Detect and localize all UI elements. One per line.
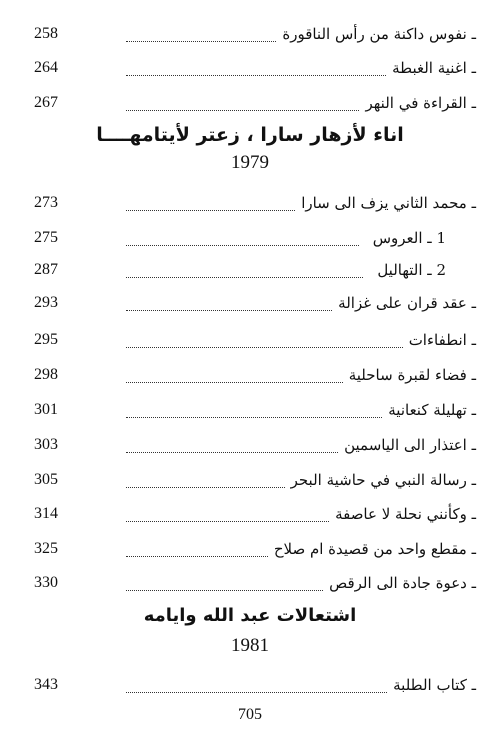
dot-leader (126, 27, 276, 42)
entry-title: ـ اعتذار الى الياسمين (344, 436, 476, 454)
entry-page-number: 293 (34, 294, 58, 311)
section-year: 1979 (231, 152, 269, 173)
toc-entry (34, 570, 476, 596)
dot-leader (126, 263, 363, 278)
toc-entry (34, 327, 476, 353)
dot-leader (126, 296, 332, 311)
entry-title: ـ كتاب الطلبة (393, 676, 476, 694)
dot-leader (126, 542, 268, 557)
section-year: 1981 (231, 635, 269, 656)
entry-page-number: 275 (34, 229, 58, 246)
toc-entry (34, 501, 476, 527)
entry-page-number: 287 (34, 261, 58, 278)
dot-leader (126, 231, 359, 246)
entry-title: ـ فضاء لقبرة ساحلية (348, 366, 476, 384)
entry-title: ـ نفوس داكنة من رأس الناقورة (282, 25, 476, 43)
toc-entry (34, 672, 476, 698)
toc-entry (34, 362, 476, 388)
page-number: 705 (238, 706, 262, 723)
entry-page-number: 305 (34, 471, 58, 488)
toc-entry (34, 190, 476, 216)
toc-entry (34, 55, 476, 81)
entry-title: ـ رسالة النبي في حاشية البحر (290, 471, 476, 489)
entry-page-number: 295 (34, 331, 58, 348)
section-heading: اناء لأزهار سارا ، زعتر لأيتامهــــا (96, 124, 404, 146)
entry-title: ـ القراءة في النهر (365, 94, 476, 112)
entry-title: ـ انطفاءات (408, 331, 476, 349)
dot-leader (126, 438, 338, 453)
section-heading: اشتعالات عبد الله وايامه (143, 605, 357, 626)
toc-entry (34, 21, 476, 47)
toc-subentry (34, 225, 476, 251)
dot-leader (126, 96, 359, 111)
dot-leader (126, 333, 403, 348)
dot-leader (126, 196, 295, 211)
toc-entry (34, 90, 476, 116)
dot-leader (126, 678, 387, 693)
entry-page-number: 314 (34, 505, 58, 522)
entry-page-number: 343 (34, 676, 58, 693)
toc-subentry (34, 257, 476, 283)
dot-leader (126, 368, 343, 383)
entry-title: ـ وكأنني نحلة لا عاصفة (335, 505, 476, 523)
entry-page-number: 258 (34, 25, 58, 42)
entry-page-number: 325 (34, 540, 58, 557)
dot-leader (126, 473, 285, 488)
dot-leader (126, 61, 386, 76)
entry-page-number: 330 (34, 574, 58, 591)
dot-leader (126, 403, 382, 418)
dot-leader (126, 507, 329, 522)
entry-page-number: 267 (34, 94, 58, 111)
entry-title: ـ مقطع واحد من قصيدة ام صلاح (273, 540, 476, 558)
entry-title: 1 ـ العروس (372, 229, 446, 247)
entry-page-number: 298 (34, 366, 58, 383)
entry-title: ـ دعوة جادة الى الرقص (329, 574, 476, 592)
toc-entry (34, 536, 476, 562)
entry-title: ـ عقد قران على غزالة (338, 294, 476, 312)
toc-entry (34, 397, 476, 423)
entry-page-number: 303 (34, 436, 58, 453)
entry-page-number: 264 (34, 59, 58, 76)
entry-title: ـ اغنية الغبطة (392, 59, 476, 77)
entry-title: ـ تهليلة كنعانية (388, 401, 476, 419)
entry-page-number: 273 (34, 194, 58, 211)
toc-entry (34, 290, 476, 316)
entry-page-number: 301 (34, 401, 58, 418)
entry-title: 2 ـ التهاليل (377, 261, 446, 279)
entry-title: ـ محمد الثاني يزف الى سارا (301, 194, 476, 212)
dot-leader (126, 576, 323, 591)
toc-entry (34, 432, 476, 458)
toc-entry (34, 467, 476, 493)
